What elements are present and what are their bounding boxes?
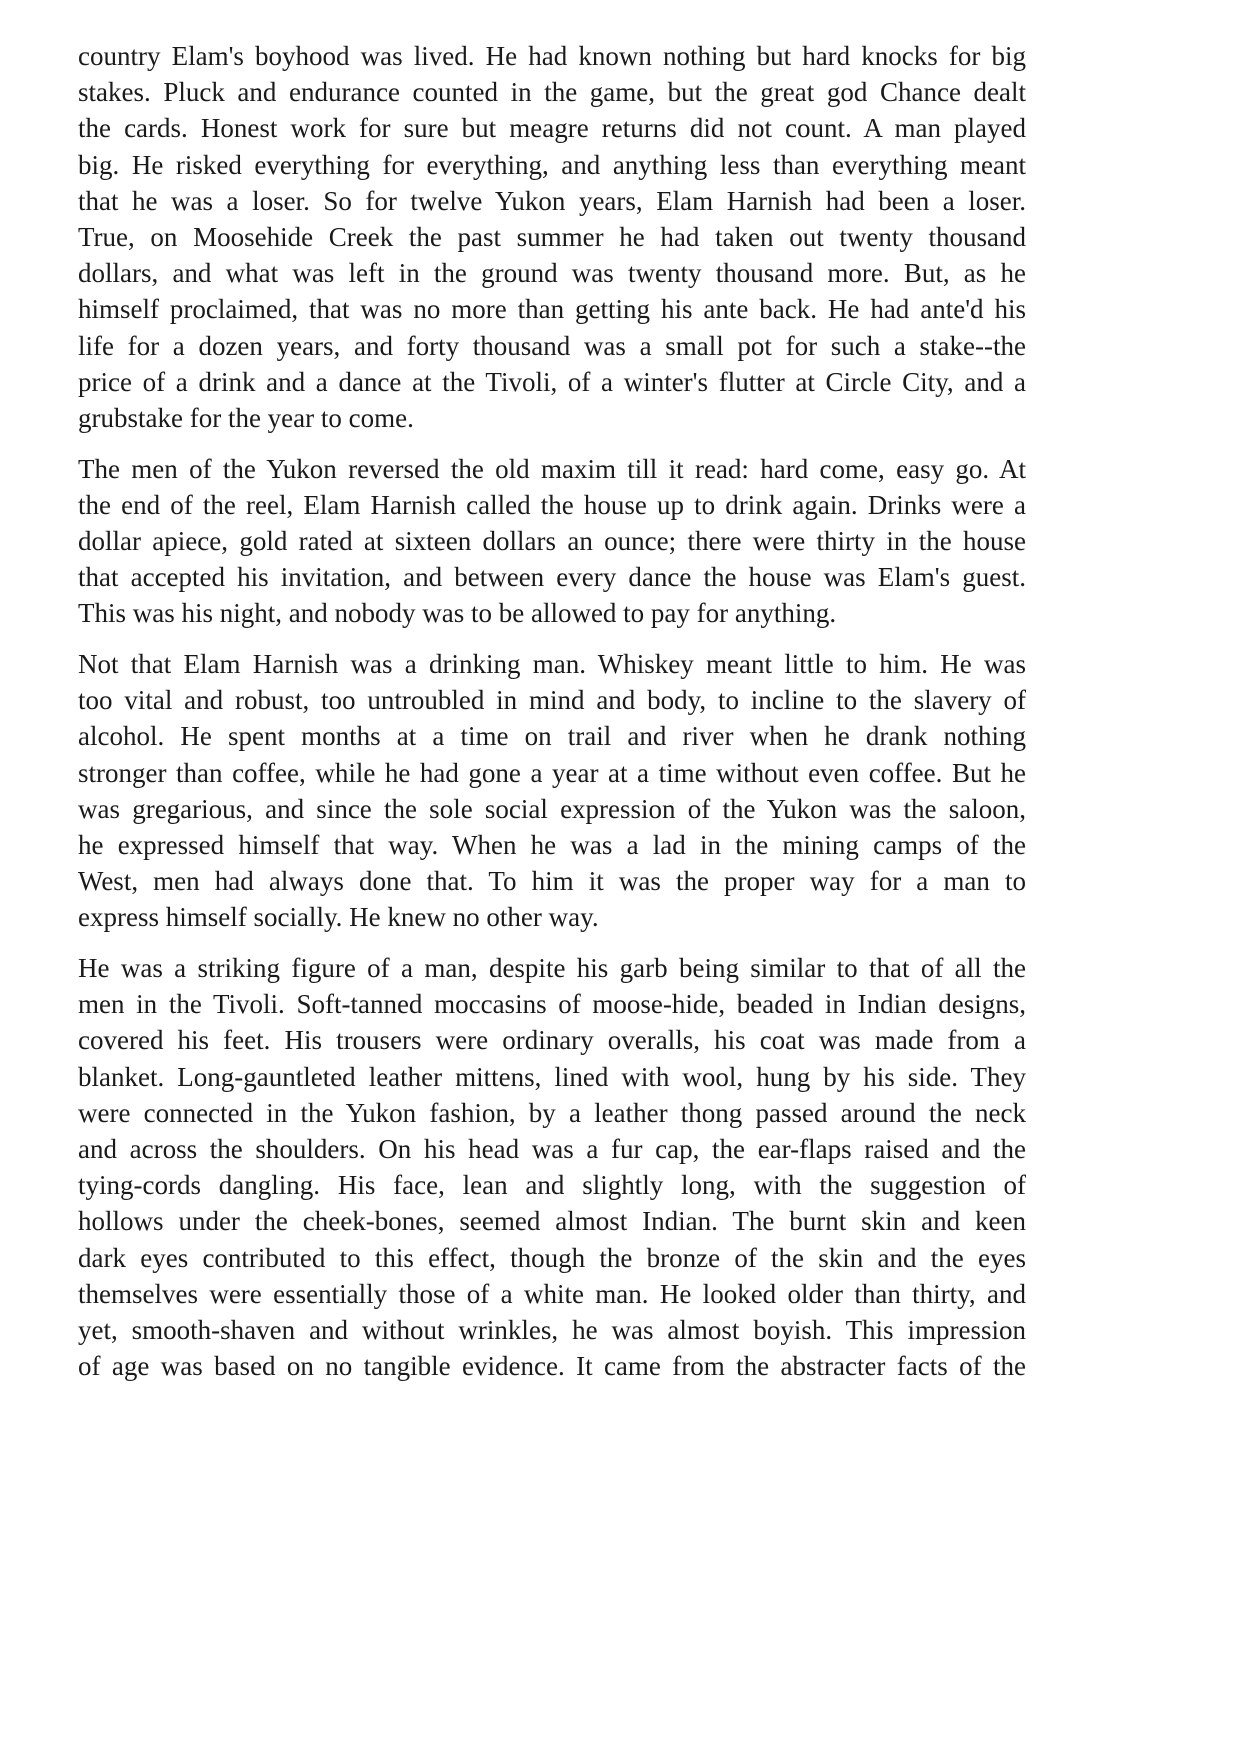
text-line: big. He risked everything for everything, and anything less than everything meant: [78, 149, 1026, 180]
text-line: dollar apiece, gold rated at sixteen dollars an ounce; there were thirty in the house: [78, 525, 1026, 556]
text-line: were connected in the Yukon fashion, by a leather thong passed around the neck: [78, 1097, 1026, 1128]
paragraph: [78, 646, 1026, 936]
text-line: stronger than coffee, while he had gone a year at a time without even coffee. But he: [78, 757, 1026, 788]
text-line: dark eyes contributed to this effect, though the bronze of the skin and the eyes: [78, 1242, 1026, 1273]
text-line: covered his feet. His trousers were ordinary overalls, his coat was made from a: [78, 1025, 1026, 1056]
text-line: was gregarious, and since the sole social expression of the Yukon was the saloon,: [78, 793, 1026, 824]
text-line: He was a striking figure of a man, despite his garb being similar to that of all the: [78, 953, 1026, 983]
paragraph: [78, 451, 1026, 632]
text-line: stakes. Pluck and endurance counted in the game, but the great god Chance dealt: [78, 77, 1026, 108]
text-line: True, on Moosehide Creek the past summer he had taken out twenty thousand: [78, 221, 1026, 252]
text-line: country Elam's boyhood was lived. He had known nothing but hard knocks for big: [78, 41, 1026, 71]
text-line: he expressed himself that way. When he was a lad in the mining camps of the: [78, 829, 1026, 860]
text-line: price of a drink and a dance at the Tivoli, of a winter's flutter at Circle City, and a: [78, 366, 1026, 397]
text-line: and across the shoulders. On his head was a fur cap, the ear-flaps raised and the: [78, 1133, 1026, 1164]
text-line: that he was a loser. So for twelve Yukon years, Elam Harnish had been a loser.: [78, 185, 1026, 216]
text-line: hollows under the cheek-bones, seemed almost Indian. The burnt skin and keen: [78, 1206, 1026, 1237]
text-line: express himself socially. He knew no other way.: [78, 902, 599, 933]
paragraph: [78, 950, 1026, 1384]
text-line: the end of the reel, Elam Harnish called the house up to drink again. Drinks were a: [78, 489, 1026, 520]
text-line: blanket. Long-gauntleted leather mittens, lined with wool, hung by his side. They: [78, 1061, 1026, 1092]
text-line: tying-cords dangling. His face, lean and slightly long, with the suggestion of: [78, 1170, 1026, 1201]
text-line: Not that Elam Harnish was a drinking man. Whiskey meant little to him. He was: [78, 649, 1026, 679]
text-line: too vital and robust, too untroubled in mind and body, to incline to the slavery of: [78, 685, 1026, 716]
text-line: the cards. Honest work for sure but meagre returns did not count. A man played: [78, 113, 1026, 144]
text-line: West, men had always done that. To him it was the proper way for a man to: [78, 866, 1026, 897]
text-line: yet, smooth-shaven and without wrinkles, he was almost boyish. This impression: [78, 1314, 1026, 1345]
text-line: This was his night, and nobody was to be allowed to pay for anything.: [78, 598, 837, 629]
text-line: grubstake for the year to come.: [78, 402, 414, 433]
text-line: that accepted his invitation, and between every dance the house was Elam's guest.: [78, 562, 1026, 593]
text-line: dollars, and what was left in the ground was twenty thousand more. But, as he: [78, 258, 1026, 289]
text-line: himself proclaimed, that was no more than getting his ante back. He had ante'd his: [78, 294, 1026, 325]
text-line: of age was based on no tangible evidence. It came from the abstracter facts of the: [78, 1351, 1026, 1382]
paragraph: [78, 38, 1026, 436]
text-line: The men of the Yukon reversed the old maxim till it read: hard come, easy go. At: [78, 453, 1026, 484]
text-line: alcohol. He spent months at a time on trail and river when he drank nothing: [78, 721, 1026, 752]
document-page: [78, 38, 1026, 1399]
text-line: men in the Tivoli. Soft-tanned moccasins of moose-hide, beaded in Indian designs,: [78, 989, 1026, 1020]
text-line: themselves were essentially those of a white man. He looked older than thirty, and: [78, 1278, 1026, 1309]
text-line: life for a dozen years, and forty thousand was a small pot for such a stake--the: [78, 330, 1026, 361]
